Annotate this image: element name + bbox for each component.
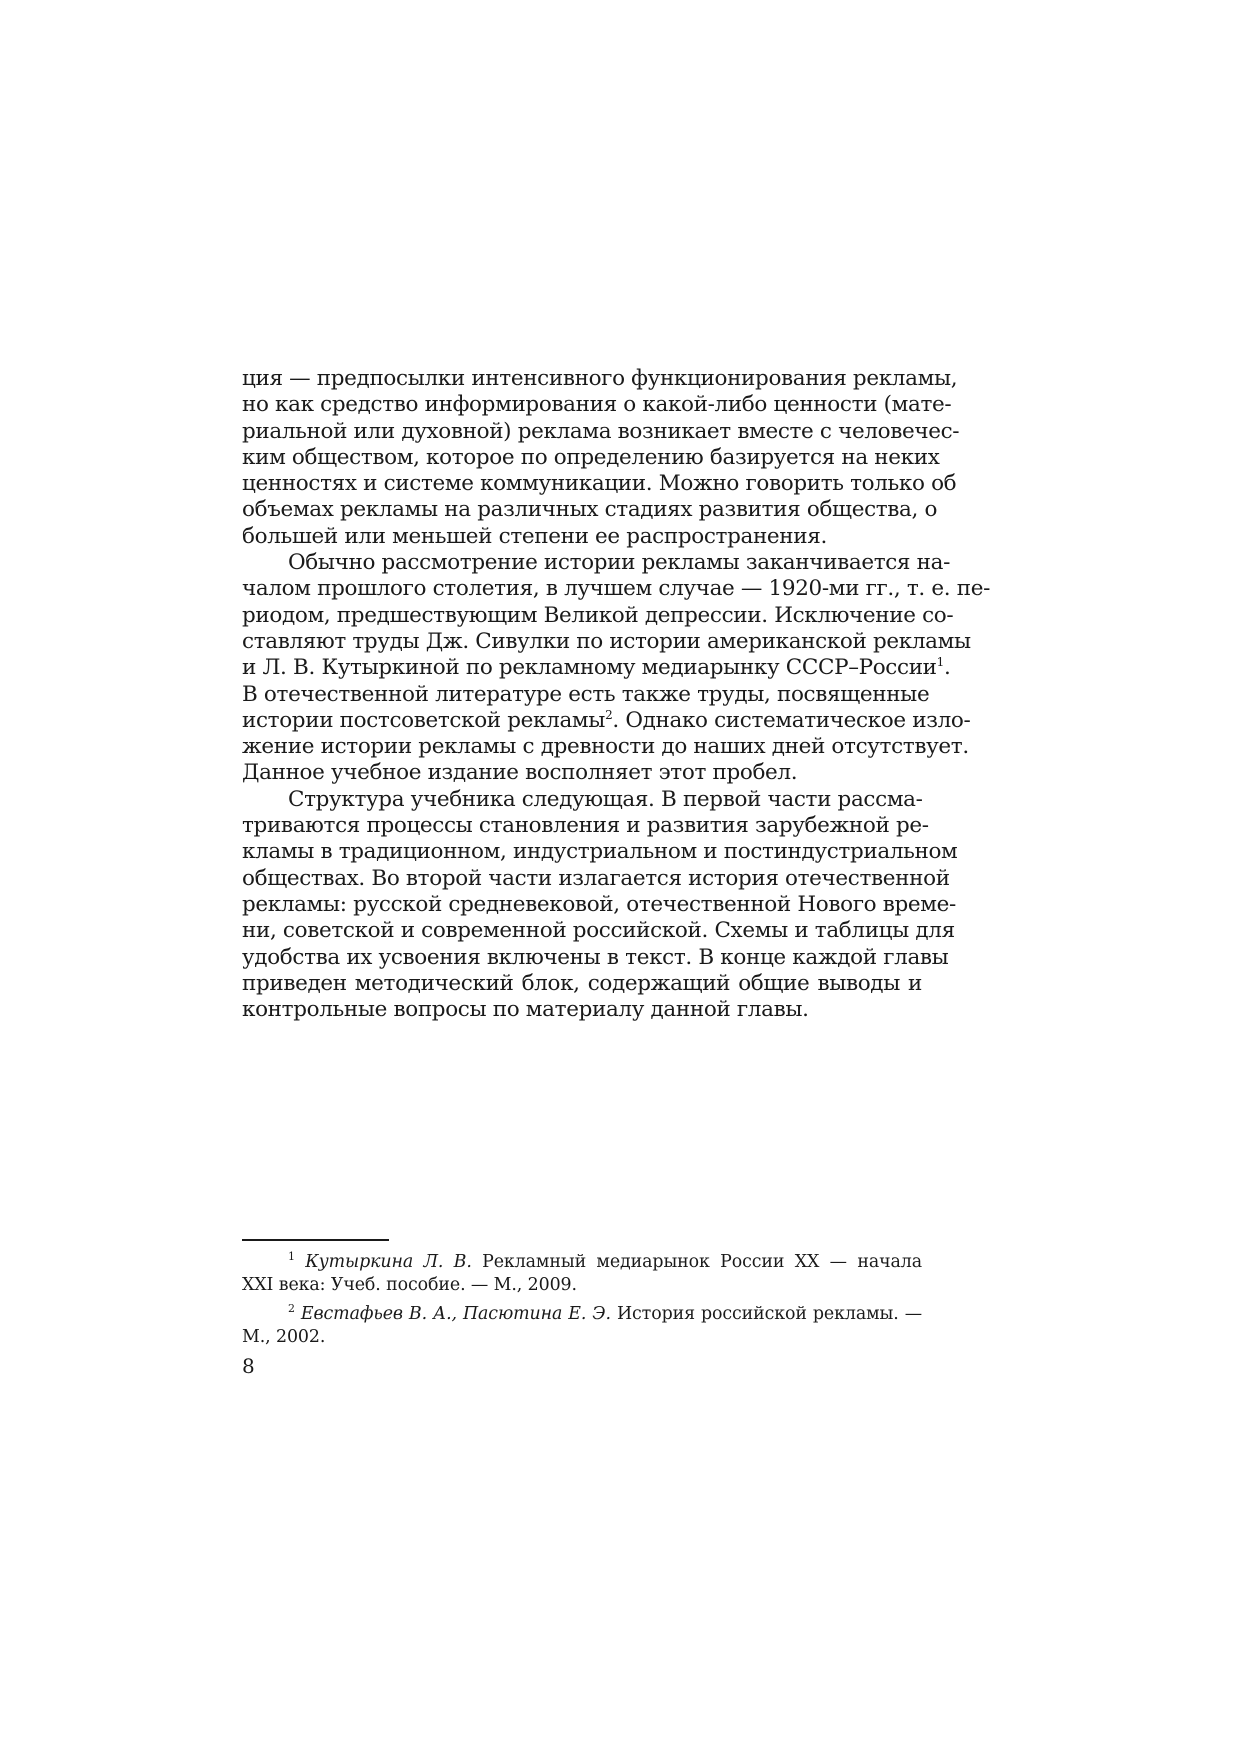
text-line: ким обществом, которое по определению базируется на неких (242, 444, 940, 470)
footnote-1-continuation: XXI века: Учеб. пособие. — М., 2009. (242, 1275, 577, 1295)
footnote-text: История российской рекламы. — (616, 1304, 923, 1324)
footnote-separator (242, 1239, 389, 1241)
text-line-with-footnote-ref (242, 707, 971, 734)
footnote-ref-1: 1 (936, 655, 944, 670)
text-line: чалом прошлого столетия, в лучшем случае — 1920-ми гг., т. е. пе- (242, 576, 991, 602)
text-line: Обычно рассмотрение истории рекламы заканчивается на- (288, 550, 950, 576)
text-line: приведен методический блок, содержащий общие выводы и (242, 970, 922, 996)
text-line: ция — предпосылки интенсивного функционирования рекламы, (242, 366, 958, 391)
footnote-2-continuation: М., 2002. (242, 1327, 326, 1347)
text-line: Данное учебное издание восполняет этот пробел. (242, 760, 798, 786)
text-line: удобства их усвоения включены в текст. В конце каждой главы (242, 944, 949, 970)
footnote-ref-2: 2 (605, 707, 613, 722)
text-line: ставляют труды Дж. Сивулки по истории американской рекламы (242, 628, 971, 654)
text-line: объемах рекламы на различных стадиях развития общества, о (242, 497, 938, 523)
footnote-author: Евстафьев В. А., Пасютина Е. Э. (300, 1304, 611, 1324)
footnote-2 (242, 1303, 922, 1326)
text-line: ценностях и системе коммуникации. Можно говорить только об (242, 471, 957, 497)
text-line: но как средство информирования о какой-либо ценности (мате- (242, 392, 952, 418)
text-line-with-footnote-ref (242, 655, 951, 681)
text-line: кламы в традиционном, индустриальном и постиндустриальном (242, 839, 958, 865)
footnote-author: Кутыркина Л. В. (305, 1252, 472, 1272)
text-segment: и Л. В. Кутыркиной по рекламному медиарынку СССР–России (242, 655, 937, 681)
footnote-text: Рекламный медиарынок России XX — начала (482, 1252, 922, 1272)
text-segment: . (943, 655, 951, 681)
text-line: жение истории рекламы с древности до наших дней отсутствует. (242, 734, 969, 760)
text-line: риодом, предшествующим Великой депрессии. Исключение со- (242, 602, 954, 628)
footnote-number: 1 (288, 1250, 295, 1264)
text-line: рекламы: русской средневековой, отечественной Нового време- (242, 891, 956, 917)
text-segment: истории постсоветской рекламы (242, 707, 606, 733)
text-line: обществах. Во второй части излагается история отечественной (242, 865, 950, 891)
footnote-1 (242, 1251, 922, 1274)
text-segment: . Однако систематическое изло- (612, 707, 971, 733)
footnote-number: 2 (288, 1302, 295, 1316)
main-text (242, 366, 991, 1023)
text-line: большей или меньшей степени ее распространения. (242, 523, 827, 549)
text-line: ни, советской и современной российской. Схемы и таблицы для (242, 918, 955, 944)
text-line: Структура учебника следующая. В первой части рассма- (288, 786, 923, 812)
text-line: триваются процессы становления и развития зарубежной ре- (242, 813, 929, 839)
text-line: контрольные вопросы по материалу данной главы. (242, 997, 809, 1023)
text-line: риальной или духовной) реклама возникает вместе с человечес- (242, 418, 960, 444)
text-line: В отечественной литературе есть также труды, посвященные (242, 681, 930, 707)
page-number: 8 (242, 1354, 255, 1378)
footnotes (242, 1251, 922, 1349)
